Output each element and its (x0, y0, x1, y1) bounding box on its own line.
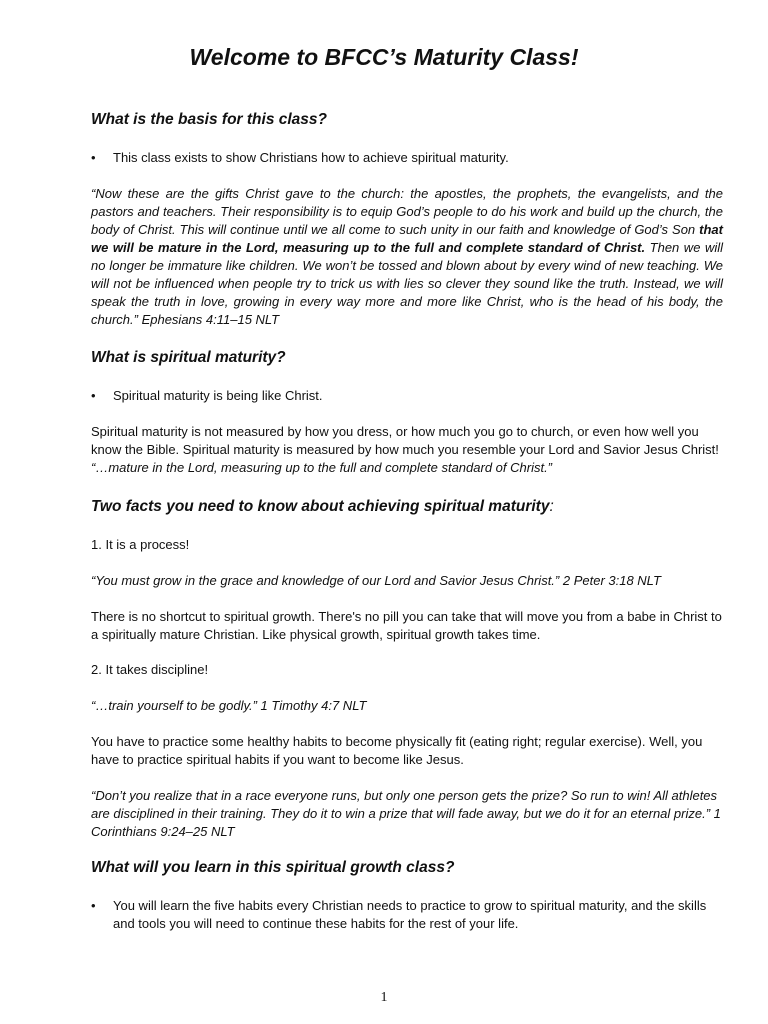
timothy-quote: “…train yourself to be godly.” 1 Timothy 4:7 NLT (91, 698, 367, 713)
growth-paragraph: There is no shortcut to spiritual growth. There's no pill you can take that will move you from a babe in Christ to a spiritually mature Christian. Like physical growth, spiritual growth takes time. (91, 609, 722, 642)
maturity-paragraph (91, 423, 723, 477)
corinthians-quote: “Don’t you realize that in a race everyone runs, but only one person gets the prize? So run to win! All athletes are disciplined in their training. They do it to win a prize that will fade away, but we do it for an eternal prize.” 1 Corinthians 9:24–25 NLT (91, 788, 721, 839)
quote-bold-text: that we will be mature in the Lord, measuring up to the full and complete standard of Christ. (91, 222, 723, 255)
bullet-icon: • (91, 898, 96, 913)
bullet-item (91, 387, 723, 405)
discipline-paragraph: You have to practice some healthy habits to become physically fit (eating right; regular exercise). Well, you have to practice spiritual habits if you want to become like Jesus. (91, 734, 703, 767)
heading-text: Two facts you need to know about achieving spiritual maturity (91, 498, 550, 515)
paragraph-text: Spiritual maturity is not measured by how you dress, or how much you go to church, or even how well you know the Bible. Spiritual maturity is measured by how much you resemble your Lord and Savior Jesus Christ! (91, 424, 719, 457)
bullet-icon: • (91, 388, 96, 403)
bullet-text: Spiritual maturity is being like Christ. (113, 388, 323, 403)
page-title: Welcome to BFCC’s Maturity Class! (189, 44, 579, 70)
section-heading-maturity: What is spiritual maturity? (91, 349, 286, 366)
page-number: 1 (380, 990, 388, 1005)
ephesians-quote (91, 185, 723, 329)
section-heading-two-facts (91, 498, 554, 516)
section-heading-learn: What will you learn in this spiritual growth class? (91, 859, 455, 876)
peter-quote: “You must grow in the grace and knowledge of our Lord and Savior Jesus Christ.” 2 Peter 3:18 NLT (91, 573, 661, 588)
quote-text: “Now these are the gifts Christ gave to the church: the apostles, the prophets, the evangelists, and the pastors and teachers. Their responsibility is to equip God’s people to do his work and build up the church, the body of Christ. This will continue until we all come to such unity in our faith and knowledge of God’s Son (91, 186, 723, 237)
bullet-item (91, 897, 723, 933)
bullet-item (91, 149, 723, 167)
section-heading-basis: What is the basis for this class? (91, 111, 328, 128)
bullet-text: This class exists to show Christians how to achieve spiritual maturity. (113, 150, 509, 165)
bullet-text: You will learn the five habits every Christian needs to practice to grow to spiritual maturity, and the skills and tools you will need to continue these habits for the rest of your life. (113, 898, 707, 931)
bullet-icon: • (91, 150, 96, 165)
paragraph-quote: “…mature in the Lord, measuring up to the full and complete standard of Christ.” (91, 460, 553, 475)
fact-one: 1. It is a process! (91, 537, 190, 552)
fact-two: 2. It takes discipline! (91, 662, 209, 677)
quote-text-end: Then we will no longer be immature like children. We won’t be tossed and blown about by every wind of new teaching. We will not be influenced when people try to trick us with lies so clever they sound like the truth. Instead, we will speak the truth in love, growing in every way more and more like Christ, who is the head of his body, the church.” Ephesians 4:11–15 NLT (91, 240, 723, 327)
heading-colon: : (549, 498, 554, 515)
